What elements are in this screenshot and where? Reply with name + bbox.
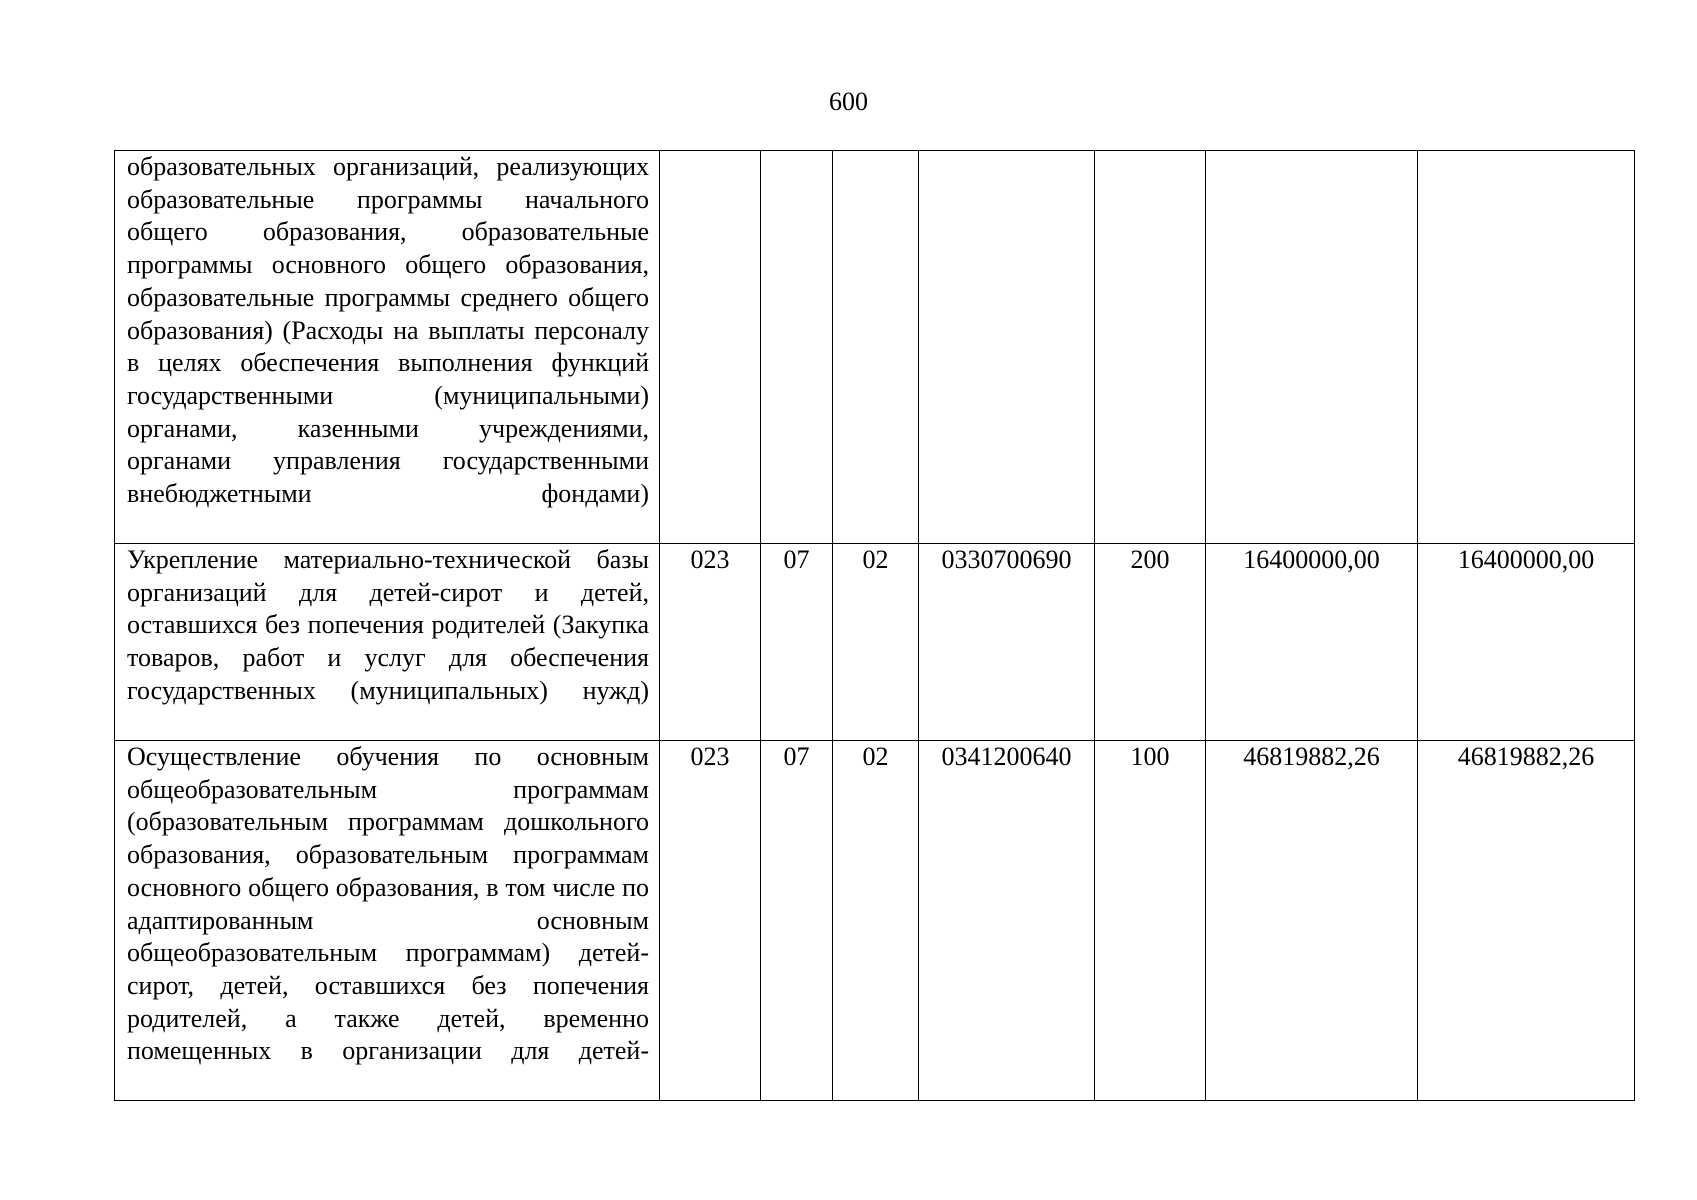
row-amount-2: 46819882,26 xyxy=(1418,741,1635,1101)
row-ministry-code: 023 xyxy=(660,544,761,741)
table-row xyxy=(115,151,1635,544)
row-target-article: 0341200640 xyxy=(919,741,1095,1101)
page-number: 600 xyxy=(829,87,868,116)
row-amount-1 xyxy=(1206,151,1418,544)
table-row xyxy=(115,544,1635,741)
row-ministry-code xyxy=(660,151,761,544)
row-subsection-code: 02 xyxy=(833,544,919,741)
row-amount-1: 16400000,00 xyxy=(1206,544,1418,741)
row-subsection-code: 02 xyxy=(833,741,919,1101)
row-ministry-code: 023 xyxy=(660,741,761,1101)
row-subsection-code xyxy=(833,151,919,544)
row-target-article xyxy=(919,151,1095,544)
table-row xyxy=(115,741,1635,1101)
row-section-code: 07 xyxy=(761,544,833,741)
row-expense-type xyxy=(1095,151,1206,544)
row-target-article: 0330700690 xyxy=(919,544,1095,741)
row-section-code: 07 xyxy=(761,741,833,1101)
row-expense-type: 100 xyxy=(1095,741,1206,1101)
row-amount-2: 16400000,00 xyxy=(1418,544,1635,741)
row-description: Укрепление материально-технической базы организаций для детей-сирот и детей, оставшихся без попечения родителей (Закупка товаров, работ и услуг для обеспечения государственных (муниципальных) нужд) xyxy=(115,544,660,741)
row-section-code xyxy=(761,151,833,544)
row-amount-1: 46819882,26 xyxy=(1206,741,1418,1101)
budget-table xyxy=(114,150,1635,1101)
row-expense-type: 200 xyxy=(1095,544,1206,741)
row-description: Осуществление обучения по основным общеобразовательным программам (образовательным программам дошкольного образования, образовательным программам основного общего образования, в том числе по адаптированным основным общеобразовательным программам) детей-сирот, детей, оставшихся без попечения родителей, а также детей, временно помещенных в организации для детей- xyxy=(115,741,660,1101)
row-amount-2 xyxy=(1418,151,1635,544)
row-description: образовательных организаций, реализующих образовательные программы начального общего образования, образовательные программы основного общего образования, образовательные программы среднего общего образования) (Расходы на выплаты персоналу в целях обеспечения выполнения функций государственными (муниципальными) органами, казенными учреждениями, органами управления государственными внебюджетными фондами) xyxy=(115,151,660,544)
